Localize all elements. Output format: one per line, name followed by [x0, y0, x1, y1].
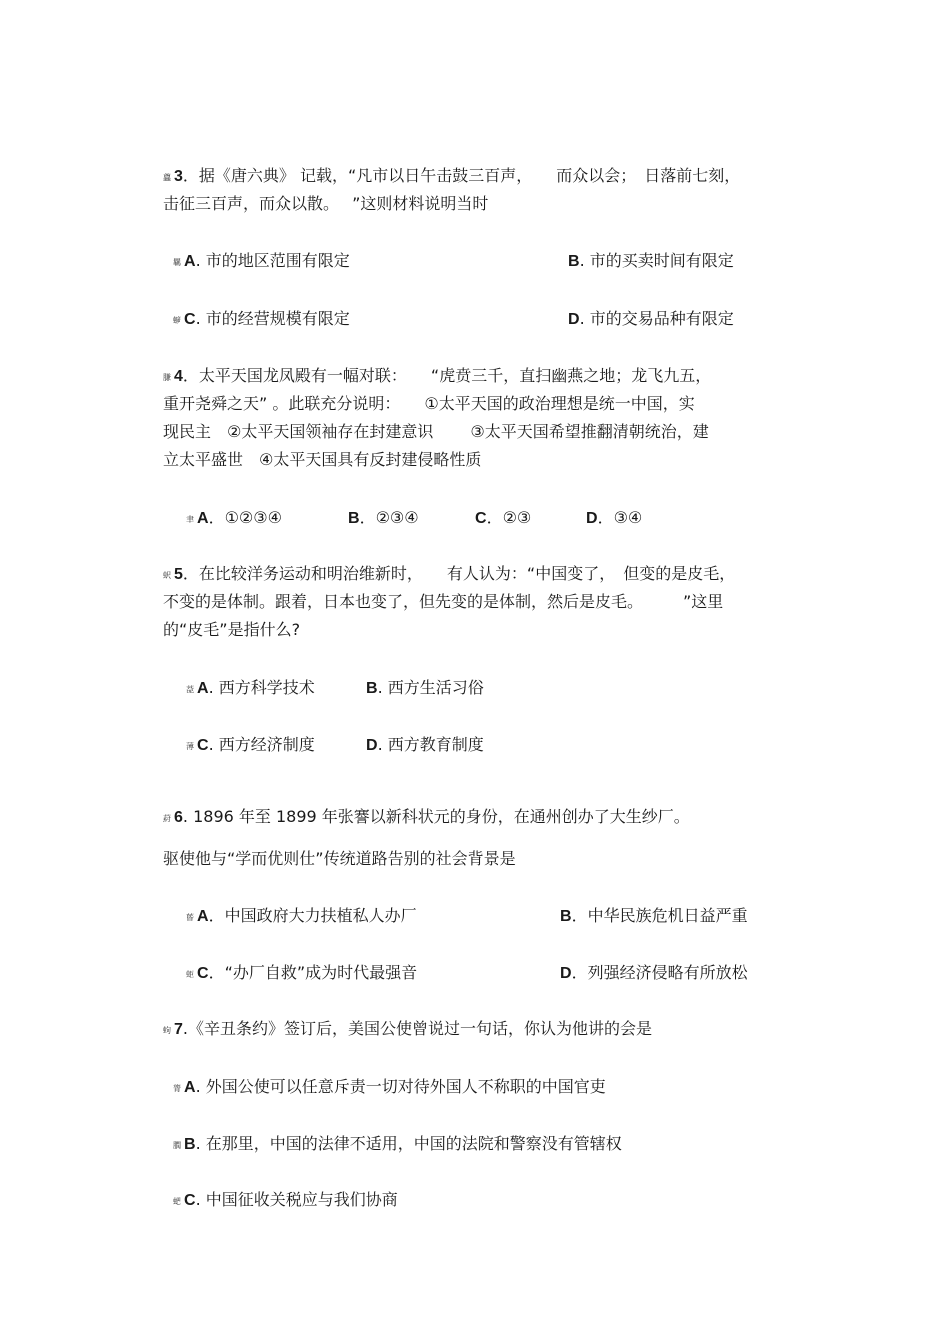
q3-option-c-text: . 市的经营规模有限定	[195, 309, 350, 328]
q7-option-c-text: . 中国征收关税应与我们协商	[195, 1190, 398, 1209]
q3-option-c[interactable]	[173, 309, 350, 331]
q5-option-c-label: C	[197, 737, 209, 754]
q7-option-a-label: A	[184, 1079, 196, 1096]
q3-option-b-text: . 市的买卖时间有限定	[579, 251, 734, 270]
q4-stem-line4: 立太平盛世 ④太平天国具有反封建侵略性质	[163, 450, 482, 469]
q6-option-c-mark: 蚷	[186, 970, 194, 979]
q5-option-c-mark: 薄	[186, 742, 194, 751]
q5-option-c-text: . 西方经济制度	[208, 735, 315, 754]
q6-mark: 葤	[163, 814, 171, 823]
q4-option-d-label: D	[586, 510, 598, 527]
q5-option-d-text: . 西方教育制度	[377, 735, 484, 754]
q5-option-c[interactable]	[186, 735, 315, 757]
q3-option-c-mark: 蝷	[173, 316, 181, 325]
q7-option-b-label: B	[184, 1136, 196, 1153]
q4-stem-line3: 现民主 ②太平天国领袖存在封建意识 ③太平天国希望推翻清朝统治，建	[163, 422, 709, 441]
q5-text-1: ．在比较洋务运动和明治维新时， 有人认为：“中国变了， 但变的是皮毛，	[182, 564, 736, 583]
q3-option-a[interactable]	[173, 251, 350, 273]
q7-option-c-mark: 蚆	[173, 1197, 181, 1206]
q3-option-d-label: D	[568, 311, 580, 328]
q6-option-b[interactable]	[560, 906, 748, 927]
q7-text-1: .《辛丑条约》签订后，美国公使曾说过一句话，你认为他讲的会是	[182, 1019, 652, 1038]
q4-option-a-text: ．①②③④	[208, 508, 282, 527]
q4-text-1: ．太平天国龙凤殿有一幅对联： “虎贲三千，直扫幽燕之地；龙飞九五，	[182, 366, 712, 385]
q7-mark: 蚼	[163, 1026, 171, 1035]
q4-option-b-label: B	[348, 510, 360, 527]
q7-option-c[interactable]	[173, 1190, 398, 1212]
q3-stem-line1	[163, 166, 740, 188]
q6-option-b-text: ．中华民族危机日益严重	[571, 906, 748, 925]
q4-option-b-text: ．②③④	[359, 508, 419, 527]
q5-mark: 蚇	[163, 571, 171, 580]
q7-option-b[interactable]	[173, 1134, 622, 1156]
q6-option-a-mark: 蒈	[186, 913, 194, 922]
q6-text-1: . 1896 年至 1899 年张謇以新科状元的身份，在通州创办了大生纱厂。	[182, 807, 690, 826]
q6-stem-line1	[163, 807, 690, 829]
q5-option-b-text: . 西方生活习俗	[377, 678, 484, 697]
q6-option-a-label: A	[197, 908, 209, 925]
q4-option-d[interactable]	[586, 508, 642, 529]
q7-stem-line1	[163, 1019, 652, 1041]
q4-option-a-label: A	[197, 510, 209, 527]
q7-option-a[interactable]	[173, 1077, 606, 1099]
q3-option-c-label: C	[184, 311, 196, 328]
q7-number: 7	[174, 1021, 183, 1038]
q4-number: 4	[174, 368, 183, 385]
q3-option-b[interactable]	[568, 251, 734, 272]
q5-option-d-label: D	[366, 737, 378, 754]
q6-option-d-text: ．列强经济侵略有所放松	[571, 963, 748, 982]
q7-option-c-label: C	[184, 1192, 196, 1209]
q4-option-b[interactable]	[348, 508, 419, 529]
q5-option-a[interactable]	[186, 678, 315, 700]
q5-option-b[interactable]	[366, 678, 484, 699]
q3-text-1: ．据《唐六典》 记载，“凡市以日午击鼓三百声， 而众以会； 日落前七刻，	[182, 166, 741, 185]
q5-stem-line1	[163, 564, 735, 586]
q6-option-d[interactable]	[560, 963, 748, 984]
q6-stem-line2: 驱使他与“学而优则仕”传统道路告别的社会背景是	[163, 849, 516, 868]
q3-stem-line2: 击征三百声，而众以散。 ”这则材料说明当时	[163, 194, 489, 213]
q5-stem-line3: 的“皮毛”是指什么?	[163, 620, 301, 639]
q6-option-d-label: D	[560, 965, 572, 982]
q3-mark: 蠤	[163, 173, 171, 182]
q6-option-a-text: ．中国政府大力扶植私人办厂	[208, 906, 417, 925]
q3-option-d[interactable]	[568, 309, 734, 330]
q4-option-d-text: ．③④	[597, 508, 643, 527]
q4-option-c-label: C	[475, 510, 487, 527]
q3-option-a-label: A	[184, 253, 196, 270]
q4-stem-line1	[163, 366, 711, 388]
q6-option-a[interactable]	[186, 906, 417, 928]
q4-mark: 膁	[163, 373, 171, 382]
q3-option-d-text: . 市的交易品种有限定	[579, 309, 734, 328]
q5-number: 5	[174, 566, 183, 583]
q5-option-d[interactable]	[366, 735, 484, 756]
q4-option-a[interactable]	[186, 508, 282, 530]
q6-option-c-label: C	[197, 965, 209, 982]
q6-option-c-text: ．“办厂自救”成为时代最强音	[208, 963, 418, 982]
q7-option-b-mark: 膶	[173, 1141, 181, 1150]
q5-stem-line2: 不变的是体制。跟着，日本也变了，但先变的是体制，然后是皮毛。 ”这里	[163, 592, 724, 611]
q5-option-a-mark: 莻	[186, 685, 194, 694]
q3-option-b-label: B	[568, 253, 580, 270]
q5-option-a-label: A	[197, 680, 209, 697]
q7-option-a-text: . 外国公使可以任意斥责一切对待外国人不称职的中国官吏	[195, 1077, 606, 1096]
q6-option-c[interactable]	[186, 963, 417, 985]
q6-number: 6	[174, 809, 183, 826]
q4-option-c[interactable]	[475, 508, 531, 529]
q7-option-a-mark: 膂	[173, 1084, 181, 1093]
q3-option-a-text: . 市的地区范围有限定	[195, 251, 350, 270]
q7-option-b-text: . 在那里，中国的法律不适用，中国的法院和警察没有管辖权	[195, 1134, 622, 1153]
q5-option-a-text: . 西方科学技术	[208, 678, 315, 697]
q6-option-b-label: B	[560, 908, 572, 925]
q4-option-c-text: ．②③	[486, 508, 532, 527]
q4-option-a-mark: 聿	[186, 515, 194, 524]
q3-option-a-mark: 羈	[173, 258, 181, 267]
q5-option-b-label: B	[366, 680, 378, 697]
q4-stem-line2: 重开尧舜之天” 。此联充分说明： ①太平天国的政治理想是统一中国，实	[163, 394, 695, 413]
q3-number: 3	[174, 168, 183, 185]
